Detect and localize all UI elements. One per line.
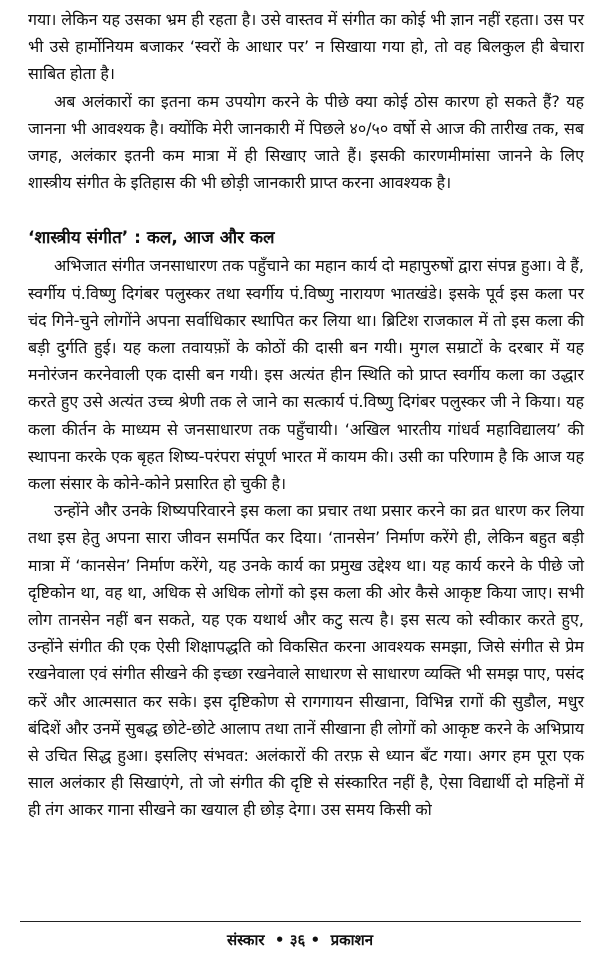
section-heading: ‘शास्त्रीय संगीत’ : कल, आज और कल xyxy=(28,228,275,249)
page-body xyxy=(28,6,584,824)
paragraph-continuation: गया। लेकिन यह उसका भ्रम ही रहता है। उसे वास्तव में संगीत का कोई भी ज्ञान नहीं रहता। उस पर भी उसे हार्मोनियम बजाकर ‘स्वरों के आधार पर’ न सिखाया गया हो, तो वह बिलकुल ही बेचारा साबित होता है। xyxy=(28,10,584,84)
footer-divider xyxy=(20,921,581,922)
section-gap xyxy=(28,196,584,224)
paragraph-classical-history: अभिजात संगीत जनसाधारण तक पहुँचाने का महान कार्य दो महापुरुषों द्वारा संपन्न हुआ। वे हैं, स्वर्गीय पं.विष्णु दिगंबर पलुस्कर तथा स्वर्गीय पं.विष्णु नारायण भातखंडे। इसके पूर्व इस कला पर चंद गिने-चुने लोगोंने अपना सर्वाधिकार स्थापित कर लिया था। ब्रिटिश राजकाल में तो इस कला की बड़ी दुर्गति हुई। यह कला तवायफ़ों के कोठों की दासी बन गयी। मुगल सम्राटों के दरबार में यह मनोरंजन करनेवाली एक दासी बन गयी। इस अत्यंत हीन स्थिति को प्राप्त स्वर्गीय कला का उद्धार करते हुए उसे अत्यंत उच्च श्रेणी तक ले जाने का सत्कार्य पं.विष्णु दिगंबर पलुस्कर जी ने किया। यह कला कीर्तन के माध्यम से जनसाधारण तक पहुँचायी। ‘अखिल भारतीय गांधर्व महाविद्यालय’ की स्थापना करके एक बृहत शिष्य-परंपरा संपूर्ण भारत में कायम की। उसी का परिणाम है कि आज यह कला संसार के कोने-कोने प्रसारित हो चुकी है। xyxy=(28,256,584,494)
paragraph-teaching-method: उन्होंने और उनके शिष्यपरिवारने इस कला का प्रचार तथा प्रसार करने का व्रत धारण कर लिया तथा इस हेतु अपना सारा जीवन समर्पित कर दिया। ‘तानसेन’ निर्माण करेंगे ही, लेकिन बहुत बड़ी मात्रा में ‘कानसेन’ निर्माण करेंगे, यह उनके कार्य का प्रमुख उद्देश्य था। यह कार्य करने के पीछे जो दृष्टिकोन था, वह था, अधिक से अधिक लोगों को इस कला की ओर कैसे आकृष्ट किया जाए। सभी लोग तानसेन नहीं बन सकते, यह एक यथार्थ और कटु सत्य है। इस सत्य को स्वीकार करते हुए, उन्होंने संगीत की एक ऐसी शिक्षापद्धति को विकसित करना आवश्यक समझा, जिसे संगीत से प्रेम रखनेवाला एवं संगीत सीखने की इच्छा रखनेवाले साधारण से साधारण व्यक्ति भी समझ पाए, पसंद करें और आत्मसात कर सके। इस दृष्टिकोण से रागगायन सीखाना, विभिन्न रागों की सुडौल, मधुर बंदिशें और उनमें सुबद्ध छोटे-छोटे आलाप तथा तानें सीखाना ही लोगों को आकृष्ट करने के अभिप्राय से उचित सिद्ध हुआ। इसलिए संभवत: अलंकारों की तरफ़ से ध्यान बँट गया। अगर हम पूरा एक साल अलंकार ही सिखाएंगे, तो जो संगीत की दृष्टि से संस्कारित नहीं है, ऐसा विद्यार्थी दो महिनों में ही तंग आकर गाना सीखने का खयाल ही छोड़ देगा। उस समय किसी को xyxy=(28,501,584,820)
page-footer: संस्कार • ३६ • प्रकाशन xyxy=(226,931,374,949)
paragraph-alankar-usage: अब अलंकारों का इतना कम उपयोग करने के पीछे क्या कोई ठोस कारण हो सकते हैं? यह जानना भी आवश्यक है। क्योंकि मेरी जानकारी में पिछले ४०/५० वर्षो से आज की तारीख तक, सब जगह, अलंकार इतनी कम मात्रा में ही सिखाए जाते हैं। इसकी कारणमीमांसा जानने के लिए शास्त्रीय संगीत के इतिहास की भी छोड़ी जानकारी प्राप्त करना आवश्यक है। xyxy=(28,91,584,193)
